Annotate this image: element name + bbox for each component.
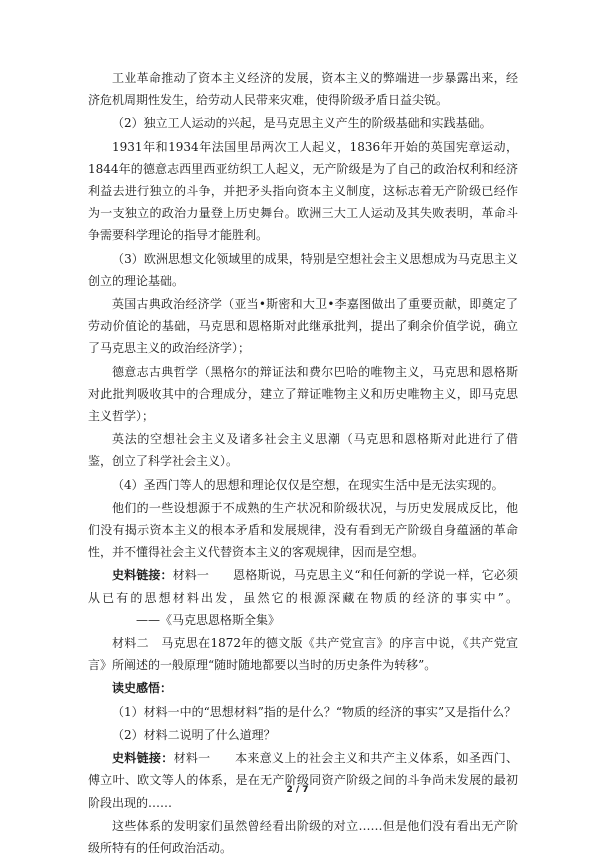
source-link-1-text: 材料一 恩格斯说，马克思主义“和任何新的学说一样，它必须从已有的思想材料出发，虽然它的根源深藏在物质的经济的事实中”。 <box>88 568 518 605</box>
reflection-question-1: （1）材料一中的“思想材料”指的是什么？“物质的经济的事实”又是指什么？ <box>112 704 517 719</box>
source-link-2-text: 材料一 本来意义上的社会主义和共产主义体系，如圣西门、傅立叶、欧文等人的体系，是在无产阶级同资产阶级之间的斗争尚未发展的最初阶段出现的…… <box>88 751 518 810</box>
paragraph-german-philosophy: 德意志古典哲学（黑格尔的辩证法和费尔巴哈的唯物主义，马克思和恩格斯对此批判吸收其中的合理成分，建立了辩证唯物主义和历史唯物主义，即马克思主义哲学）； <box>88 364 518 424</box>
paragraph-political-economy: 英国古典政治经济学（亚当•斯密和大卫•李嘉图做出了重要贡献，即奠定了劳动价值论的基础，马克思和恩格斯对此继承批判，提出了剩余价值学说，确立了马克思主义的政治经济学）； <box>88 297 518 356</box>
source-link-2-label: 史料链接： <box>112 751 174 766</box>
source-link-2 <box>88 747 518 814</box>
reflection-heading: 读史感悟： <box>112 681 173 696</box>
reflection-question-2: （2）材料二说明了什么道理？ <box>112 727 276 742</box>
paragraph-utopian-socialism: 英法的空想社会主义及诸多社会主义思潮（马克思和恩格斯对此进行了借鉴，创立了科学社会主义）。 <box>88 432 518 469</box>
paragraph-industrial-revolution: 工业革命推动了资本主义经济的发展，资本主义的弊端进一步暴露出来，经济危机周期性发生，给劳动人民带来灾难，使得阶级矛盾日益尖锐。 <box>88 71 518 108</box>
source-link-1-material-2: 材料二 马克思在1872年的德文版《共产党宣言》的序言中说，《共产党宣言》所阐述的一般原理“随时随地都要以当时的历史条件为转移”。 <box>88 636 518 673</box>
page-number: 2 / 7 <box>286 785 309 795</box>
heading-point-4: （4）圣西门等人的思想和理论仅仅是空想，在现实生活中是无法实现的。 <box>112 477 504 492</box>
heading-point-3: （3）欧洲思想文化领域里的成果，特别是空想社会主义思想成为马克思主义创立的理论基础。 <box>88 251 518 288</box>
source-link-1-label: 史料链接： <box>112 568 173 583</box>
page-content <box>88 67 518 859</box>
heading-point-2: （2）独立工人运动的兴起，是马克思主义产生的阶级基础和实践基础。 <box>112 116 492 131</box>
source-link-1-citation: ——《马克思恩格斯全集》 <box>136 612 281 627</box>
paragraph-utopian-explanation: 他们的一些设想源于不成熟的生产状况和阶级状况，与历史发展成反比，他们没有揭示资本主义的根本矛盾和发展规律，没有看到无产阶级自身蕴涵的革命性，并不懂得社会主义代替资本主义的客观规律，因而是空想。 <box>88 500 518 560</box>
source-link-1 <box>88 564 518 631</box>
source-link-2-paragraph-2: 这些体系的发明家们虽然曾经看出阶级的对立……但是他们没有看出无产阶级所特有的任何政治活动。 <box>88 818 518 855</box>
paragraph-workers-movements: 1931年和1934年法国里昂两次工人起义，1836年开始的英国宪章运动，1844年的德意志西里西亚纺织工人起义，无产阶级是为了自己的政治权利和经济利益去进行独立的斗争，并把矛头指向资本主义制度，这标志着无产阶级已经作为一支独立的政治力量登上历史舞台。欧洲三大工人运动及其失败表明，革命斗争需要科学理论的指导才能胜利。 <box>88 139 518 243</box>
